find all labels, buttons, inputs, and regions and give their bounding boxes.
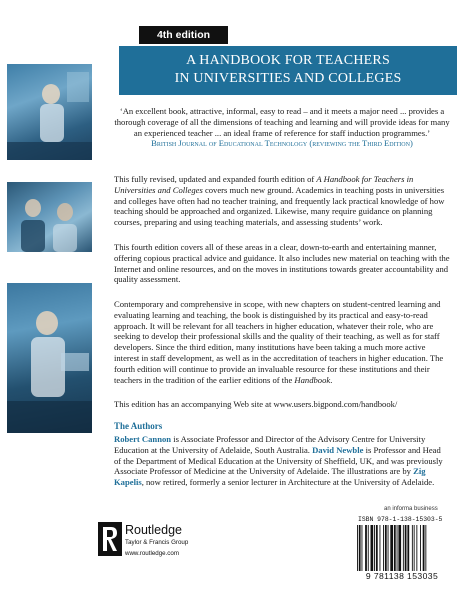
barcode-bar [394, 525, 396, 571]
barcode-bar [380, 525, 381, 571]
barcode-block [352, 516, 452, 582]
teaching-photo-bottom [7, 283, 92, 433]
barcode-bar [365, 525, 367, 571]
edition-label: 4th edition [139, 26, 228, 44]
barcode-bar [388, 525, 389, 571]
illustrator-kapelis-bio: , now retired, formerly a senior lecturer in Architecture at the University of Adelaide. [141, 477, 435, 488]
barcode-bar [368, 525, 369, 571]
barcode-bar [385, 525, 387, 571]
barcode-bar [423, 525, 425, 571]
ean-digits: 9 781138 153035 [365, 571, 439, 581]
p3-lead: Contemporary and comprehensive in scope, with new chapters on student-centred learning and evaluating learning and teaching, the book is distinguished by its practical and easy-to-read approach. It will be relevant for all teachers in higher education, whatever their role, who are seeking to develop their professional skills and the quality of their teaching, as well as for staff developers. Since the third edition, many institutions have been taking a much more active interest in staff development, as well as in the accreditation of teachers in higher education. The fourth edition will continue to provide an invaluable resource for these institutions and their teachers in the tradition of the earlier editions of the [114, 299, 444, 385]
p1-book-title: A Handbook for Teachers in Universities and Colleges [114, 174, 414, 195]
isbn-label: ISBN 978-1-138-15303-5 [358, 516, 443, 523]
blurb-paragraph-2: This fourth edition covers all of these areas in a clear, down-to-earth and entertaining manner, offering copious practical advice and guidance. It also includes new material on teaching with the Internet and online resources, and on the moves in institutions towards greater accountability and quality assessment. [114, 242, 450, 285]
barcode-bar [420, 525, 421, 571]
barcode-bar [397, 525, 398, 571]
barcode-bar [383, 525, 384, 571]
teaching-photo-top [7, 64, 92, 160]
barcode-bar [412, 525, 413, 571]
author-newble: David Newble [312, 444, 364, 455]
author-cannon: Robert Cannon [114, 434, 172, 444]
barcode-bar [371, 525, 374, 571]
author-newble-bio: is Professor and Head of the Department of Medical Education at the University of Sheffield, UK, and was previously Associate Professor of Medicine at the University of Adelaide. The illustrations are by [114, 444, 443, 477]
authors-paragraph [114, 434, 450, 488]
barcode-bars [355, 525, 449, 571]
book-title-line-1: A HANDBOOK FOR TEACHERS [186, 53, 390, 68]
website-note: This edition has an accompanying Web site at www.users.bigpond.com/handbook/ [114, 399, 398, 409]
authors-heading: The Authors [114, 421, 163, 431]
barcode-bar [359, 525, 361, 571]
barcode-bar [414, 525, 415, 571]
book-title-line-2: IN UNIVERSITIES AND COLLEGES [174, 71, 402, 86]
quote-text: ‘An excellent book, attractive, informal, easy to read – and it meets a major need ... provides a thorough coverage of all the dimensions of teaching and learning and will provide ideas for many an experienced teacher ... an ideal frame of reference for staff induction programmes.’ [114, 106, 450, 138]
p1-lead: This fully revised, updated and expanded fourth edition of [114, 174, 317, 184]
barcode-bar [376, 525, 378, 571]
barcode-bar [425, 525, 426, 571]
p3-end: . [330, 374, 333, 385]
barcode-bar [405, 525, 407, 571]
publisher-name: Routledge [125, 523, 182, 537]
photo-sidebar [0, 0, 96, 600]
barcode-bar [390, 525, 393, 571]
barcode-bar [416, 525, 417, 571]
illustrator-kapelis: Zig Kapelis [114, 466, 426, 488]
barcode-bar [374, 525, 375, 571]
barcode-bar [357, 525, 358, 571]
routledge-logo [98, 522, 210, 574]
book-title-band [119, 46, 457, 95]
informa-tagline: an informa business [384, 506, 438, 512]
author-cannon-bio: is Associate Professor and Director of the Advisory Centre for University Education at the University of Adelaide, South Australia. [114, 434, 426, 455]
barcode-bar [407, 525, 409, 571]
review-quote [114, 106, 450, 149]
barcode-bar [398, 525, 401, 571]
p3-handbook: Handbook [294, 374, 331, 385]
p1-rest: covers much new ground. Academics in teaching posts in universities and colleges have often had no teacher training, and frequently lack practical knowledge of how teaching should be approached and organized. Likewise, many require guidance on planning courses, preparing and using teaching materials, and assessing students’ work. [114, 184, 445, 228]
publisher-url: www.routledge.com [125, 550, 179, 557]
routledge-mark-icon [98, 522, 122, 556]
blurb-paragraph-3 [114, 299, 450, 385]
barcode-bar [403, 525, 404, 571]
teaching-photo-middle [7, 182, 92, 252]
barcode-bar [362, 525, 363, 571]
publisher-group: Taylor & Francis Group [125, 539, 189, 546]
blurb-paragraph-1 [114, 174, 450, 228]
quote-source: British Journal of Educational Technology (reviewing the Third Edition) [151, 138, 413, 149]
